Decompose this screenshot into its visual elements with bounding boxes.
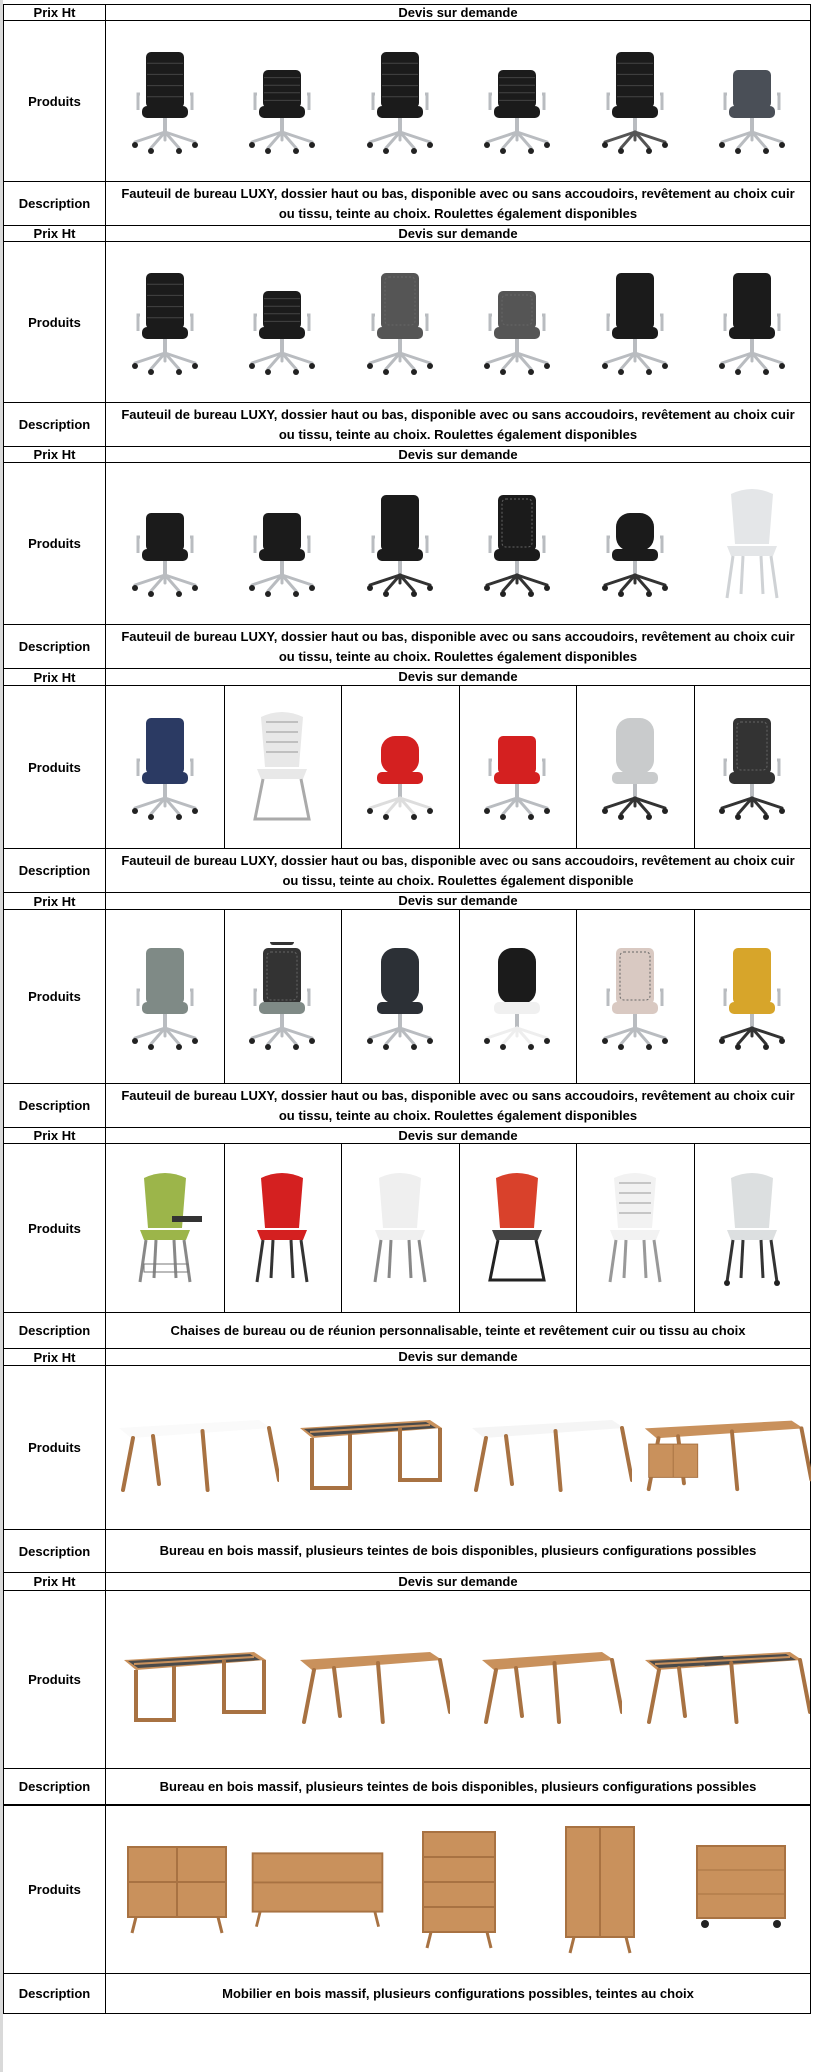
description-row [3,625,811,669]
chair-icon [341,463,459,624]
price-label: Prix Ht [4,447,106,462]
price-label: Prix Ht [4,669,106,685]
cabinet-icon [247,1806,388,1973]
description-label: Description [4,1974,106,2013]
products-label: Produits [4,910,106,1083]
product-images [106,1144,810,1312]
price-label: Prix Ht [4,893,106,909]
price-label: Prix Ht [4,5,106,20]
desk-icon [282,1591,458,1768]
description-label: Description [4,403,106,446]
chair-icon [576,686,695,848]
chair-icon [224,242,342,402]
products-label: Produits [4,21,106,181]
chair-icon [576,21,694,181]
price-value: Devis sur demande [398,893,518,908]
chair-icon [694,1144,812,1312]
cabinet-icon [670,1806,811,1973]
description-label: Description [4,1769,106,1804]
products-row [3,21,811,182]
product-images [106,1366,810,1529]
description-row [3,182,811,226]
products-row [3,1366,811,1530]
chair-icon [106,910,225,1083]
chair-icon [459,910,578,1083]
products-label: Produits [4,1366,106,1529]
product-images [106,686,810,848]
desk-icon [635,1591,811,1768]
price-label: Prix Ht [4,1349,106,1365]
products-label: Produits [4,686,106,848]
price-value: Devis sur demande [398,1573,518,1589]
chair-icon [459,686,578,848]
products-row [3,910,811,1084]
desk-icon [459,1591,635,1768]
chair-icon [224,1144,343,1312]
chair-icon [341,686,460,848]
price-label: Prix Ht [4,1573,106,1590]
description-label: Description [4,1313,106,1348]
products-label: Produits [4,242,106,402]
description-text: Fauteuil de bureau LUXY, dossier haut ou bas, disponible avec ou sans accoudoirs, revêtement au choix cuir ou tissu, teinte au choix. Roulettes également disponibles [121,1087,795,1123]
products-row [3,1591,811,1769]
products-label: Produits [4,1806,106,1973]
price-row [3,1573,811,1591]
price-value: Devis sur demande [398,4,518,20]
chair-icon [576,910,695,1083]
price-row [3,1128,811,1144]
product-images [106,21,810,181]
desk-icon [106,1591,282,1768]
product-images [106,242,810,402]
description-text: Mobilier en bois massif, plusieurs configurations possibles, teintes au choix [222,1985,694,2001]
description-label: Description [4,625,106,668]
price-row [3,1349,811,1366]
description-label: Description [4,1084,106,1127]
description-text: Bureau en bois massif, plusieurs teintes de bois disponibles, plusieurs configurations possibles [159,1543,757,1558]
price-value: Devis sur demande [398,1127,518,1143]
chair-icon [341,910,460,1083]
description-row [3,1769,811,1805]
products-row [3,1805,811,1974]
description-label: Description [4,182,106,225]
chair-icon [341,242,459,402]
price-value: Devis sur demande [398,669,518,684]
chair-icon [576,242,694,402]
product-images [106,1806,810,1973]
products-row [3,1144,811,1313]
chair-icon [106,21,224,181]
chair-icon [694,242,812,402]
product-images [106,910,810,1083]
description-text: Fauteuil de bureau LUXY, dossier haut ou bas, disponible avec ou sans accoudoirs, revêtement au choix cuir ou tissu, teinte au choix. Roulettes également disponibles [121,628,795,664]
chair-icon [576,1144,695,1312]
price-row [3,893,811,910]
price-value: Devis sur demande [398,225,518,241]
product-images [106,1591,810,1768]
price-row [3,4,811,21]
products-row [3,686,811,849]
description-text: Fauteuil de bureau LUXY, dossier haut ou bas, disponible avec ou sans accoudoirs, revêtement au choix cuir ou tissu, teinte au choix. Roulettes également disponibles [121,406,795,442]
products-row [3,242,811,403]
chair-icon [459,21,577,181]
chair-icon [341,1144,460,1312]
chair-icon [224,686,343,848]
products-label: Produits [4,463,106,624]
description-row [3,849,811,893]
chair-icon [106,242,224,402]
price-row [3,447,811,463]
chair-icon [341,21,459,181]
product-images [106,463,810,624]
description-row [3,1974,811,2014]
desk-icon [282,1366,458,1529]
description-row [3,1313,811,1349]
price-value: Devis sur demande [398,446,518,462]
cabinet-icon [388,1806,529,1973]
cabinet-icon [106,1806,247,1973]
price-row [3,669,811,686]
chair-icon [459,1144,578,1312]
chair-icon [694,21,812,181]
description-text: Bureau en bois massif, plusieurs teintes de bois disponibles, plusieurs configurations possibles [159,1778,757,1794]
price-label: Prix Ht [4,226,106,241]
price-value: Devis sur demande [398,1349,518,1364]
desk-icon [635,1366,811,1529]
desk-icon [106,1366,282,1529]
chair-icon [576,463,694,624]
description-text: Fauteuil de bureau LUXY, dossier haut ou bas, disponible avec ou sans accoudoirs, revêtement au choix cuir ou tissu, teinte au choix. Roulettes également disponible [121,852,795,888]
chair-icon [694,910,812,1083]
desk-icon [459,1366,635,1529]
chair-icon [459,242,577,402]
chair-icon [224,463,342,624]
products-label: Produits [4,1591,106,1768]
products-row [3,463,811,625]
chair-icon [694,463,812,624]
description-row [3,403,811,447]
description-row [3,1530,811,1573]
chair-icon [106,463,224,624]
price-label: Prix Ht [4,1128,106,1143]
products-label: Produits [4,1144,106,1312]
description-text: Fauteuil de bureau LUXY, dossier haut ou bas, disponible avec ou sans accoudoirs, revêtement au choix cuir ou tissu, teinte au choix. Roulettes également disponibles [121,185,795,221]
description-label: Description [4,849,106,892]
cabinet-icon [529,1806,670,1973]
description-label: Description [4,1530,106,1572]
chair-icon [106,1144,225,1312]
chair-icon [459,463,577,624]
chair-icon [106,686,225,848]
description-text: Chaises de bureau ou de réunion personnalisable, teinte et revêtement cuir ou tissu au choix [170,1322,746,1338]
price-row [3,226,811,242]
chair-icon [224,910,343,1083]
chair-icon [694,686,812,848]
chair-icon [224,21,342,181]
description-row [3,1084,811,1128]
